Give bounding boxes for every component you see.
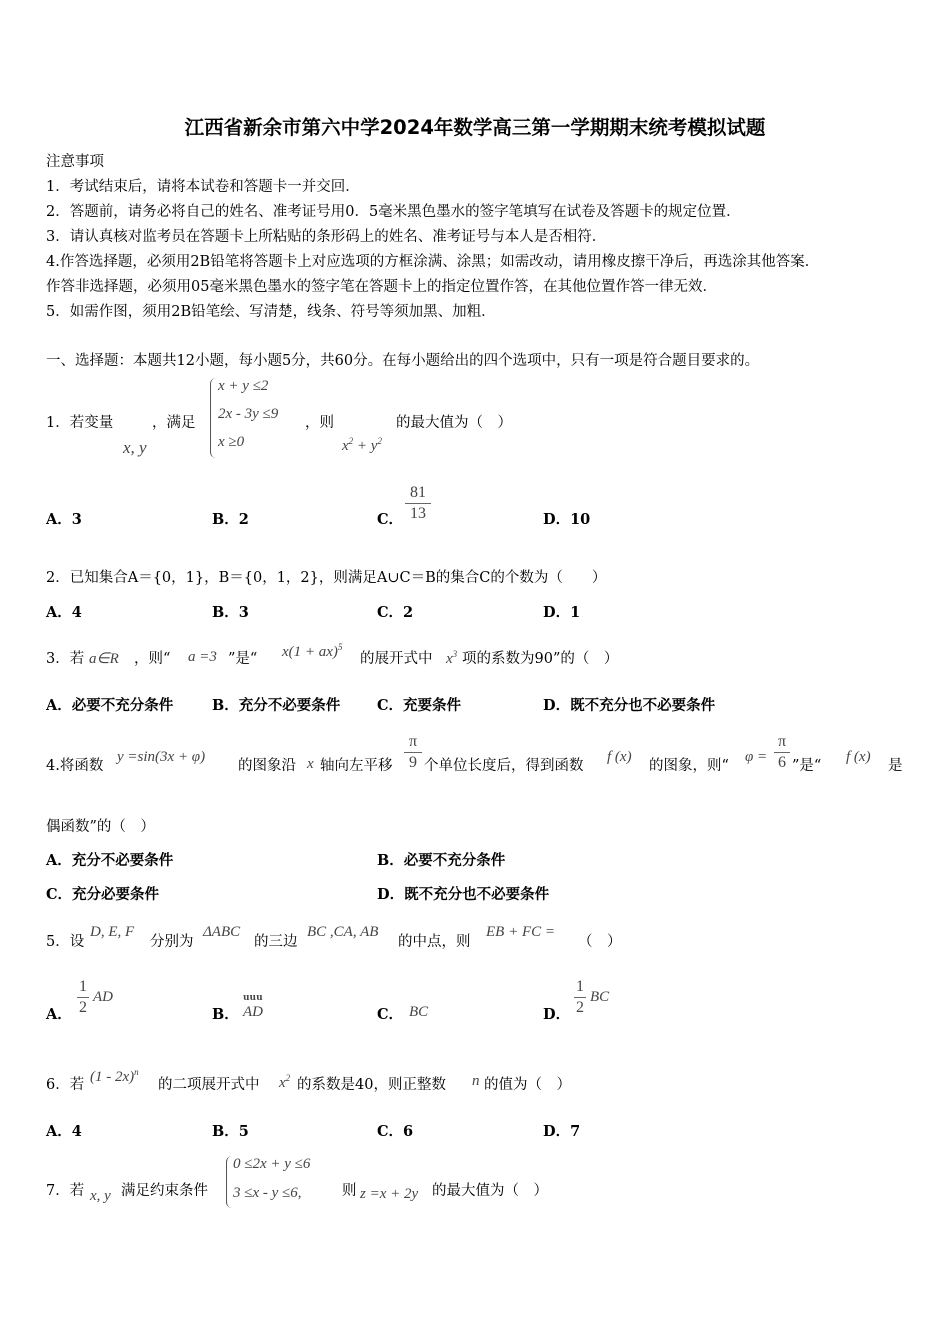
q4-text-4: 个单位长度后，得到函数 [424,758,584,774]
q4-text-7: 是 [888,758,903,774]
q1-brace [210,378,217,458]
q5-option-d-fraction: 1 2 [576,978,584,1016]
q5-text-4: 的中点，则 [398,934,471,950]
q5-math: ΔABC [203,924,241,940]
q7-text-2: 满足约束条件 [121,1183,208,1199]
q2-text: 2．已知集合A＝{0，1}，B＝{0，1，2}，则满足A∪C＝B的集合C的个数为（ ） [46,570,607,586]
q5-text-1: 5．设 [46,934,85,950]
q3-option-d: D．既不充分也不必要条件 [543,697,716,714]
q4-text-2: 的图象沿 [238,758,296,774]
q5-option-a: A． [46,1006,72,1023]
q5-option-c-vector: BC [409,1004,429,1020]
q4-option-c: C．充分必要条件 [46,886,160,903]
q3-math: x(1 + ax)$^5$ [282,642,343,660]
q4-text-5: 的图象，则“ [649,758,729,774]
q4-text-3: 轴向左平移 [320,758,393,774]
q1-expression: $x^2 + y^2$ [342,436,382,454]
q5-option-d: D． [543,1006,571,1023]
q3-text-3: ”是“ [228,651,258,667]
q7-text-3: 则 [342,1183,357,1199]
notice-item: 4.作答选择题，必须用2B铅笔将答题卡上对应选项的方框涂满、涂黑；如需改动，请用橡皮擦干净后，再选涂其他答案． [46,254,820,270]
q7-math: z =x + 2y [360,1186,419,1202]
q6-option-d: D．7 [543,1123,581,1140]
notice-item: 1．考试结束后，请将本试卷和答题卡一并交回． [46,179,360,195]
q3-text-2: ，则“ [134,651,171,667]
q6-math: $x^2$ [279,1073,291,1091]
q6-option-c: C．6 [377,1123,414,1140]
notice-item: 2．答题前，请务必将自己的姓名、准考证号用0．5毫米黑色墨水的签字笔填写在试卷及答题卡的规定位置． [46,204,741,220]
q4-math: φ = [745,749,768,765]
q4-option-a: A．充分不必要条件 [46,852,174,869]
q1-option-c-fraction: 81 13 [405,484,431,523]
q4-fraction: π 6 [774,733,790,772]
q4-text-line2: 偶函数”的（ ） [46,819,155,835]
exam-title: 江西省新余市第六中学2024年数学高三第一学期期末统考模拟试题 [184,116,766,139]
q6-text-2: 的二项展开式中 [158,1077,260,1093]
q1-option-a: A．3 [46,511,82,528]
q5-math: D, E, F [90,924,135,940]
q7-text-1: 7．若 [46,1183,85,1199]
q5-math: BC ,CA, AB [307,924,379,940]
q3-option-c: C．充要条件 [377,697,462,714]
q1-option-c: C． [377,511,404,528]
q5-option-a-fraction: 1 2 [79,978,87,1016]
q5-text-3: 的三边 [254,934,298,950]
q7-text-4: 的最大值为（ ） [432,1183,548,1199]
section-heading: 一、选择题：本题共12小题，每小题5分，共60分。在每小题给出的四个选项中，只有一项是符合题目要求的。 [46,353,760,369]
q3-option-a: A．必要不充分条件 [46,697,174,714]
q3-text-1: 3．若 [46,651,85,667]
q3-text-5: 项的系数为90”的（ ） [462,651,619,667]
q4-math: x [307,756,314,772]
q5-text-5: （ ） [578,934,622,950]
q2-option-c: C．2 [377,604,414,621]
q6-text-3: 的系数是40，则正整数 [297,1077,446,1093]
q4-text-6: ”是“ [792,758,822,774]
q7-constraint: 3 ≤x - y ≤6, [233,1185,302,1201]
q4-math: f (x) [607,749,632,765]
q3-text-4: 的展开式中 [360,651,433,667]
q1-option-b: B．2 [212,511,249,528]
q4-text-1: 4.将函数 [46,758,104,774]
q5-option-c: C． [377,1006,404,1023]
q1-text-4: 的最大值为（ ） [396,415,512,431]
q3-math: $x^3$ [446,649,458,667]
q3-math: a∈R [89,651,119,667]
notice-heading: 注意事项 [46,154,104,170]
q2-option-d: D．1 [543,604,581,621]
q6-text-1: 6．若 [46,1077,85,1093]
q5-option-b: B． [212,1006,239,1023]
q1-option-d: D．10 [543,511,591,528]
q6-option-a: A．4 [46,1123,82,1140]
q3-option-b: B．充分不必要条件 [212,697,341,714]
q1-constraint: x ≥0 [218,434,245,450]
q1-constraint: 2x - 3y ≤9 [218,406,279,422]
q5-option-a-vector: AD [93,989,113,1005]
q7-math: x, y [90,1188,111,1204]
notice-item: 3．请认真核对监考员在答题卡上所粘贴的条形码上的姓名、准考证号与本人是否相符． [46,229,607,245]
q2-option-b: B．3 [212,604,249,621]
q1-text-3: ，则 [305,415,334,431]
q4-option-d: D．既不充分也不必要条件 [377,886,550,903]
q5-option-b-vector: AD [243,1004,263,1020]
notice-item: 作答非选择题，必须用05毫米黑色墨水的签字笔在答题卡上的指定位置作答，在其他位置作答一律无效． [46,279,717,295]
q1-text-1: 1．若变量 [46,415,114,431]
q2-option-a: A．4 [46,604,82,621]
q7-brace [226,1156,233,1208]
q4-math: f (x) [846,749,871,765]
q1-text-2: ，满足 [152,415,196,431]
q4-fraction: π 9 [404,733,422,772]
q5-text-2: 分别为 [150,934,194,950]
q4-math: y =sin(3x + φ) [117,749,206,765]
q1-constraint: x + y ≤2 [218,378,269,394]
q3-math: a =3 [188,649,217,665]
q5-option-b-arrow: uuu [243,993,263,1003]
q6-text-4: 的值为（ ） [484,1077,571,1093]
q6-math: n [472,1073,480,1089]
notice-item: 5．如需作图，须用2B铅笔绘、写清楚，线条、符号等须加黑、加粗． [46,304,496,320]
q1-vars: x, y [123,438,147,457]
q7-constraint: 0 ≤2x + y ≤6 [233,1156,311,1172]
q6-math: (1 - 2x)$^n$ [90,1067,139,1085]
q6-option-b: B．5 [212,1123,249,1140]
q5-math: EB + FC = [486,924,555,940]
q5-option-d-vector: BC [590,989,610,1005]
q4-option-b: B．必要不充分条件 [377,852,506,869]
